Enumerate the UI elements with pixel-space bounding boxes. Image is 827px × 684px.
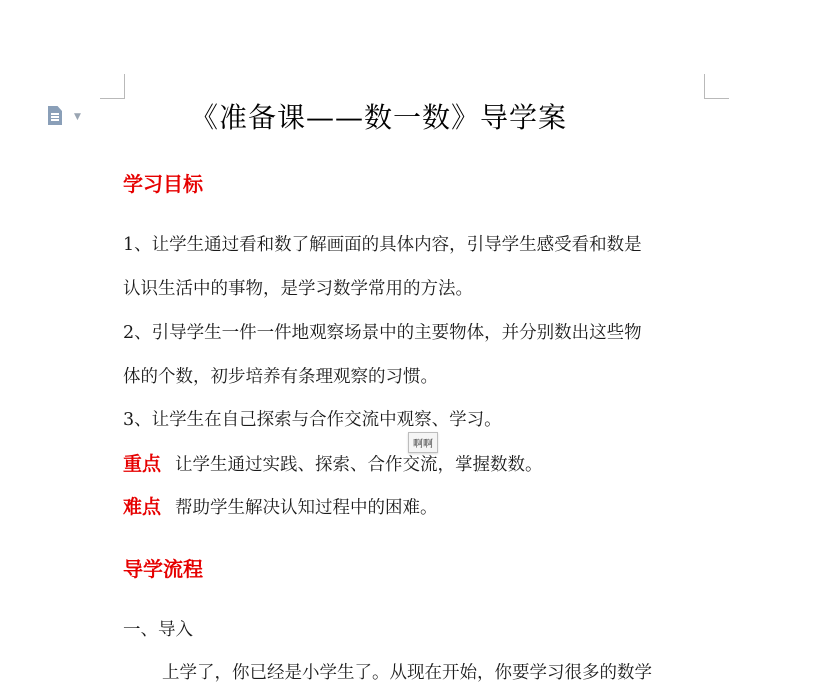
document-icon-line bbox=[51, 119, 59, 121]
section-heading-learning-goals: 学习目标 bbox=[123, 172, 203, 196]
page-corner-top-right bbox=[704, 74, 729, 99]
goal-line: 2、引导学生一件一件地观察场景中的主要物体，并分别数出这些物 bbox=[123, 323, 642, 343]
page-corner-top-left bbox=[100, 74, 125, 99]
sub-heading-introduction: 一、导入 bbox=[123, 620, 193, 640]
document-icon-line bbox=[51, 113, 59, 115]
goal-line: 3、让学生在自己探索与合作交流中观察、学习。 bbox=[123, 410, 502, 430]
difficult-point-label: 难点 bbox=[123, 496, 162, 518]
document-options-icon[interactable] bbox=[48, 106, 88, 130]
document-icon-line bbox=[51, 116, 59, 118]
section-heading-guided-process: 导学流程 bbox=[123, 557, 203, 581]
difficult-point-paragraph bbox=[123, 492, 438, 519]
key-point-paragraph bbox=[123, 449, 543, 476]
difficult-point-text: 帮助学生解决认知过程中的困难。 bbox=[175, 498, 438, 518]
goal-line: 1、让学生通过看和数了解画面的具体内容，引导学生感受看和数是 bbox=[123, 235, 642, 255]
document-title: 《准备课——数一数》导学案 bbox=[190, 101, 568, 134]
key-point-label: 重点 bbox=[123, 453, 162, 475]
intro-paragraph: 上学了，你已经是小学生了。从现在开始，你要学习很多的数学 bbox=[162, 663, 652, 683]
key-point-text: 让学生通过实践、探索、合作交流，掌握数数。 bbox=[175, 455, 543, 475]
goal-line: 体的个数，初步培养有条理观察的习惯。 bbox=[123, 367, 438, 387]
tooltip: 啊啊 bbox=[408, 432, 438, 453]
dropdown-caret-icon[interactable]: ▼ bbox=[74, 112, 81, 122]
goal-line: 认识生活中的事物，是学习数学常用的方法。 bbox=[123, 279, 473, 299]
